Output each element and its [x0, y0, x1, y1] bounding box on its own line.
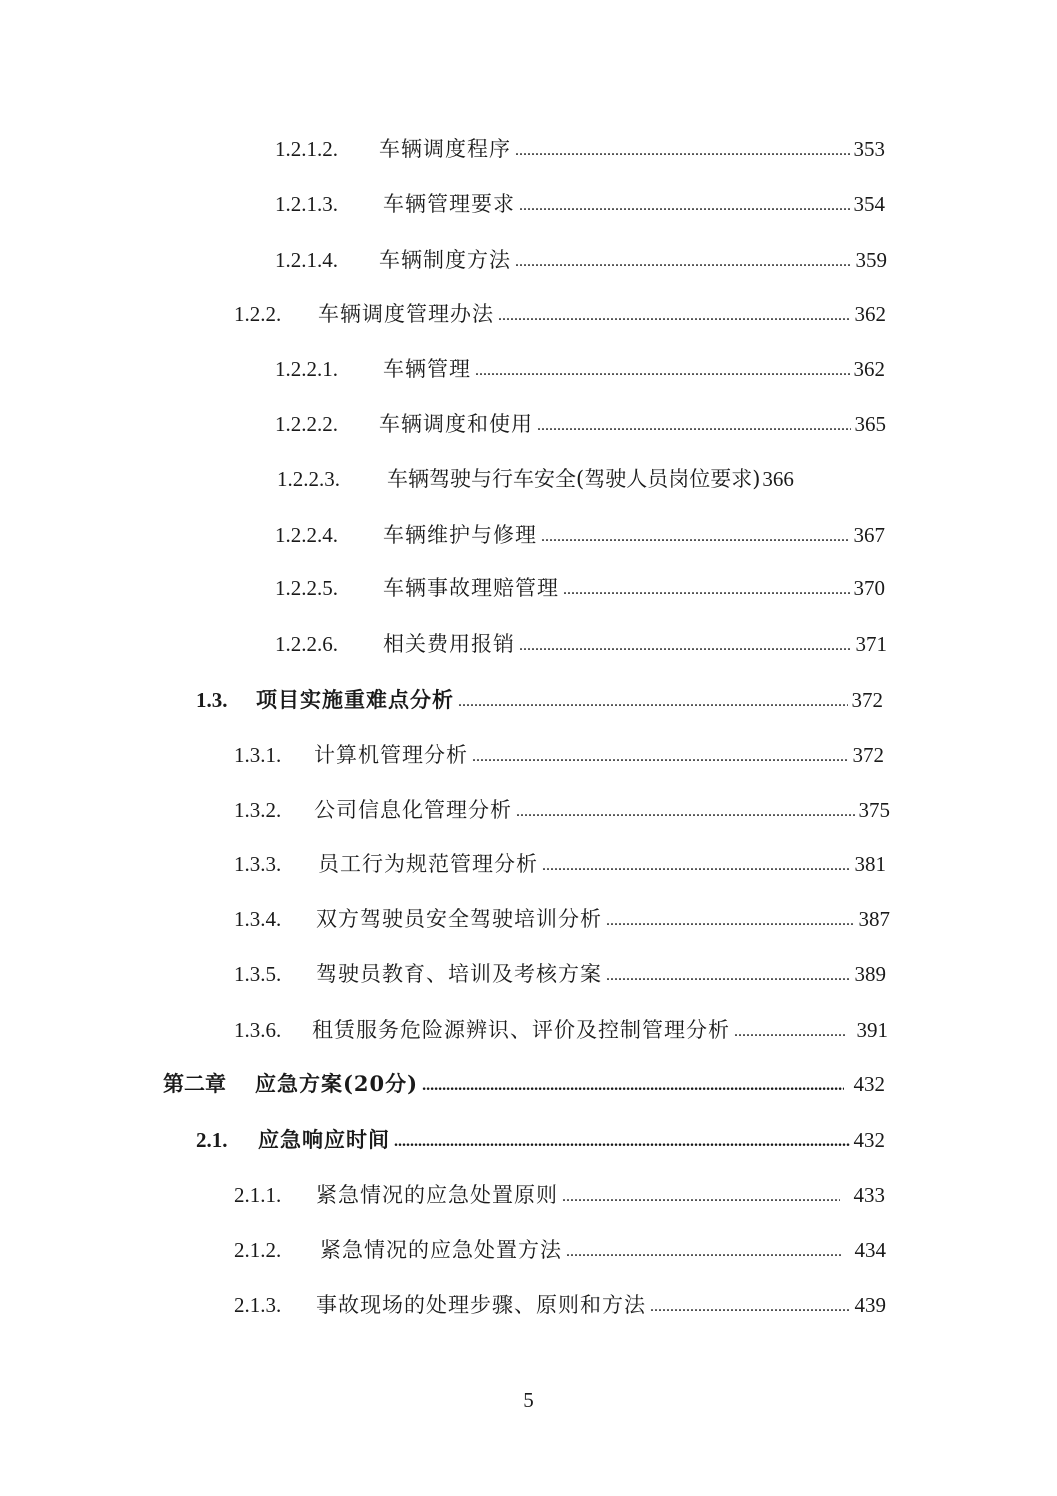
toc-leader-dots	[566, 1237, 843, 1267]
toc-leader-dots	[734, 1017, 845, 1047]
toc-leader-dots	[515, 136, 850, 166]
toc-entry-number: 2.1.3.	[234, 1293, 282, 1317]
toc-entry-1-3-5[interactable]	[234, 957, 886, 991]
toc-entry-number: 2.1.2.	[234, 1238, 282, 1262]
toc-entry-page: 354	[853, 192, 885, 216]
toc-entry-1-2-1-3[interactable]	[275, 187, 885, 221]
toc-entry-number: 1.2.1.3.	[275, 192, 338, 216]
toc-entry-number: 1.2.2.5.	[275, 576, 338, 600]
toc-entry-number: 1.3.6.	[234, 1018, 282, 1042]
toc-leader-dots	[542, 851, 851, 881]
toc-entry-page: 387	[858, 907, 890, 931]
toc-entry-1-2-2-3[interactable]	[277, 462, 895, 496]
toc-entry-page: 366	[762, 467, 794, 491]
toc-entry-page: 362	[853, 357, 885, 381]
toc-entry-page: 362	[854, 302, 886, 326]
toc-entry-2-1-1[interactable]	[234, 1178, 885, 1212]
toc-entry-page: 433	[853, 1183, 885, 1207]
toc-leader-dots	[563, 575, 850, 605]
toc-entry-title: 租赁服务危险源辨识、评价及控制管理分析	[312, 1018, 730, 1042]
toc-entry-page: 389	[854, 962, 886, 986]
toc-entry-number: 1.2.2.6.	[275, 632, 338, 656]
toc-entry-page: 432	[853, 1128, 885, 1152]
toc-leader-dots	[562, 1182, 840, 1212]
toc-entry-number: 1.2.2.1.	[275, 357, 338, 381]
toc-entry-1-2-2[interactable]	[234, 297, 886, 331]
toc-entry-number: 1.3.4.	[234, 907, 282, 931]
toc-entry-1-2-2-6[interactable]	[275, 627, 887, 661]
toc-leader-dots	[516, 797, 855, 827]
toc-entry-number: 1.3.	[196, 688, 228, 712]
toc-entry-number: 1.3.5.	[234, 962, 282, 986]
toc-entry-page: 434	[854, 1238, 886, 1262]
toc-entry-title: 计算机管理分析	[314, 743, 468, 767]
toc-entry-title: 车辆维护与修理	[383, 523, 537, 547]
toc-leader-dots	[394, 1127, 850, 1157]
toc-entry-title: 车辆调度程序	[379, 137, 511, 161]
toc-entry-page: 372	[851, 688, 883, 712]
toc-entry-1-2-2-1[interactable]	[275, 352, 885, 386]
toc-leader-dots	[650, 1292, 851, 1322]
toc-entry-page: 391	[856, 1018, 888, 1042]
toc-entry-title: 相关费用报销	[383, 632, 515, 656]
toc-entry-title: 驾驶员教育、培训及考核方案	[316, 962, 602, 986]
toc-leader-dots	[606, 961, 851, 991]
toc-entry-1-3-3[interactable]	[234, 847, 886, 881]
toc-entry-number: 1.3.2.	[234, 798, 282, 822]
toc-entry-title: 车辆事故理赔管理	[383, 576, 559, 600]
toc-entry-title: 车辆管理	[383, 357, 471, 381]
toc-entry-page: 365	[854, 412, 886, 436]
toc-leader-dots	[515, 247, 852, 277]
toc-entry-2-1[interactable]	[196, 1123, 885, 1157]
toc-entry-number: 1.3.1.	[234, 743, 282, 767]
toc-entry-number: 1.2.2.2.	[275, 412, 338, 436]
toc-entry-page: 439	[854, 1293, 886, 1317]
toc-entry-title: 车辆驾驶与行车安全(驾驶人员岗位要求)	[387, 467, 761, 491]
toc-entry-number: 1.2.2.	[234, 302, 282, 326]
toc-entry-1-2-1-4[interactable]	[275, 243, 887, 277]
toc-entry-number: 2.1.1.	[234, 1183, 282, 1207]
toc-entry-title: 车辆管理要求	[383, 192, 515, 216]
toc-leader-dots	[498, 301, 851, 331]
toc-entry-title: 车辆调度管理办法	[318, 302, 494, 326]
toc-entry-number: 1.2.2.3.	[277, 467, 340, 491]
toc-entry-1-2-2-4[interactable]	[275, 518, 885, 552]
toc-entry-page: 371	[855, 632, 887, 656]
toc-entry-1-3-1[interactable]	[234, 738, 884, 772]
toc-leader-dots	[422, 1071, 843, 1101]
page-number: 5	[523, 1388, 534, 1412]
toc-leader-dots	[472, 742, 849, 772]
toc-leader-dots	[537, 411, 851, 441]
toc-entry-number: 第二章	[163, 1071, 226, 1096]
toc-entry-page: 381	[854, 852, 886, 876]
toc-entry-title: 车辆制度方法	[379, 248, 511, 272]
toc-entry-number: 2.1.	[196, 1128, 228, 1152]
toc-entry-title: 应急响应时间	[258, 1127, 390, 1152]
toc-entry-title: 紧急情况的应急处置原则	[316, 1183, 558, 1207]
toc-entry-title: 双方驾驶员安全驾驶培训分析	[316, 907, 602, 931]
toc-entry-number: 1.2.1.4.	[275, 248, 338, 272]
toc-entry-2-1-2[interactable]	[234, 1233, 886, 1267]
toc-entry-1-2-2-5[interactable]	[275, 571, 885, 605]
toc-entry-title: 车辆调度和使用	[379, 412, 533, 436]
toc-leader-dots	[458, 687, 848, 717]
toc-entry-number: 1.2.1.2.	[275, 137, 338, 161]
toc-leader-dots	[606, 906, 855, 936]
toc-entry-page: 370	[853, 576, 885, 600]
toc-entry-page: 359	[855, 248, 887, 272]
toc-entry-1-3-2[interactable]	[234, 793, 890, 827]
toc-leader-dots	[519, 191, 850, 221]
toc-entry-1-3[interactable]	[196, 683, 883, 717]
toc-entry-title: 公司信息化管理分析	[314, 798, 512, 822]
toc-leader-dots	[541, 522, 850, 552]
toc-leader-dots	[475, 356, 850, 386]
toc-entry-title: 应急方案(20分)	[255, 1071, 419, 1096]
toc-entry-number: 1.3.3.	[234, 852, 282, 876]
toc-entry-title: 项目实施重难点分析	[256, 687, 454, 712]
toc-entry-title: 紧急情况的应急处置方法	[320, 1238, 562, 1262]
toc-entry-2-1-3[interactable]	[234, 1288, 886, 1322]
toc-entry-page: 367	[853, 523, 885, 547]
toc-entry-chapter-2[interactable]	[163, 1067, 885, 1101]
toc-entry-page: 375	[858, 798, 890, 822]
toc-entry-page: 372	[852, 743, 884, 767]
toc-entry-title: 员工行为规范管理分析	[318, 852, 538, 876]
toc-entry-1-3-4[interactable]	[234, 902, 890, 936]
toc-entry-title: 事故现场的处理步骤、原则和方法	[316, 1293, 646, 1317]
toc-leader-dots	[519, 631, 852, 661]
toc-entry-1-2-1-2[interactable]	[275, 132, 885, 166]
toc-entry-number: 1.2.2.4.	[275, 523, 338, 547]
toc-entry-page: 432	[853, 1072, 885, 1096]
toc-entry-1-3-6[interactable]	[234, 1013, 888, 1047]
toc-entry-1-2-2-2[interactable]	[275, 407, 886, 441]
toc-entry-page: 353	[853, 137, 885, 161]
